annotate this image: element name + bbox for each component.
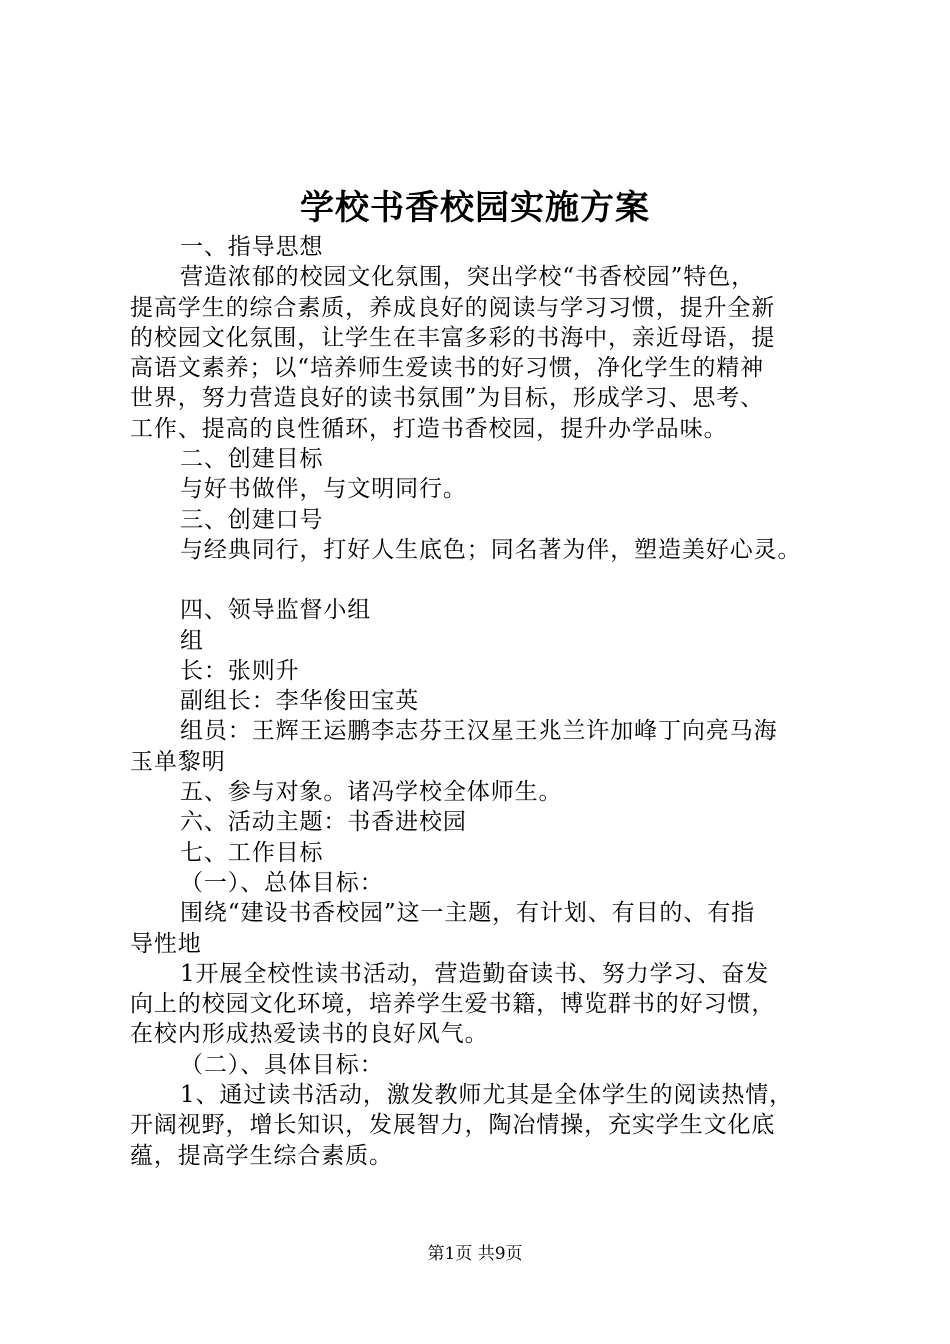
paragraph-line: 1开展全校性读书活动，营造勤奋读书、努力学习、奋发 [180, 960, 770, 987]
section-heading-participants: 五、参与对象。诸冯学校全体师生。 [180, 779, 563, 806]
paragraph-line: 提高学生的综合素质，养成良好的阅读与学习习惯，提升全新 [130, 294, 776, 321]
paragraph-line: 在校内形成热爱读书的良好风气。 [130, 1021, 489, 1048]
document-title: 学校书香校园实施方案 [300, 188, 650, 228]
section-heading-theme: 六、活动主题：书香进校园 [180, 809, 467, 836]
paragraph-line: 组 [180, 627, 204, 654]
page-number-footer: 第1页 共9页 [427, 1244, 523, 1264]
subsection-heading-overall: （一）、总体目标： [180, 869, 384, 896]
paragraph-line: 1、通过读书活动，激发教师尤其是全体学生的阅读热情， [180, 1082, 794, 1109]
paragraph-line: 玉单黎明 [130, 748, 226, 775]
paragraph-line: 与好书做伴，与文明同行。 [180, 476, 467, 503]
section-heading-leadership: 四、领导监督小组 [180, 597, 372, 624]
paragraph-line: 向上的校园文化环境，培养学生爱书籍，博览群书的好习惯， [130, 991, 776, 1018]
paragraph-line: 与经典同行，打好人生底色；同名著为伴，塑造美好心灵。 [180, 536, 802, 563]
paragraph-line: 世界，努力营造良好的读书氛围”为目标，形成学习、思考、 [130, 385, 765, 412]
document-body [130, 232, 850, 1171]
paragraph-line: 组员：王辉王运鹏李志芬王汉星王兆兰许加峰丁向亮马海 [180, 718, 778, 745]
paragraph-line: 围绕“建设书香校园”这一主题，有计划、有目的、有指 [180, 900, 756, 927]
paragraph-line: 的校园文化氛围，让学生在丰富多彩的书海中，亲近母语，提 [130, 324, 776, 351]
paragraph-line: 长：张则升 [180, 657, 300, 684]
paragraph-line: 副组长：李华俊田宝英 [180, 688, 419, 715]
paragraph-line: 高语文素养；以“培养师生爱读书的好习惯，净化学生的精神 [130, 355, 765, 382]
paragraph-line: 工作、提高的良性循环，打造书香校园，提升办学品味。 [130, 415, 728, 442]
section-heading-work-goals: 七、工作目标 [180, 839, 324, 866]
subsection-heading-specific: （二）、具体目标： [180, 1051, 384, 1078]
section-heading-slogan: 三、创建口号 [180, 506, 324, 533]
section-heading-guiding-thought: 一、指导思想 [180, 234, 324, 260]
paragraph-line: 导性地 [130, 930, 202, 957]
paragraph-line: 开阔视野，增长知识，发展智力，陶冶情操，充实学生文化底 [130, 1112, 776, 1139]
section-heading-goal: 二、创建目标 [180, 446, 324, 473]
paragraph-line: 蕴，提高学生综合素质。 [130, 1142, 393, 1169]
paragraph-line: 营造浓郁的校园文化氛围，突出学校“书香校园”特色， [180, 264, 756, 291]
blank-line [130, 565, 850, 595]
